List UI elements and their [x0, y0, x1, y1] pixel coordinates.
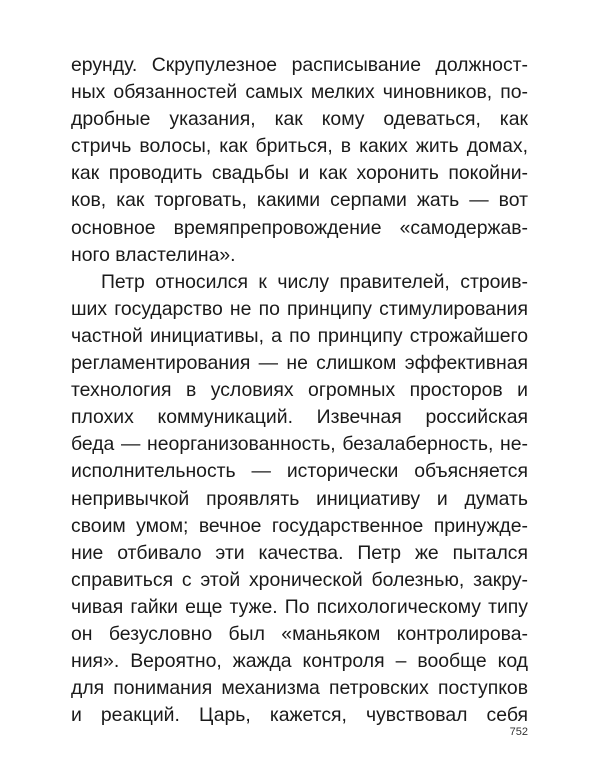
text-line: своим умом; вечное государственное принужде- — [71, 514, 528, 537]
text-line: для понимания механизма петровских поступков — [71, 677, 528, 700]
text-line: и реакций. Царь, кажется, чувствовал себя — [71, 704, 528, 727]
text-line: ков, как торговать, какими серпами жать — вот — [71, 189, 528, 212]
text-line: ного властелина». — [71, 243, 236, 266]
text-line: он безусловно был «маньяком контролирова- — [71, 622, 528, 645]
text-line: ших государство не по принципу стимулирования — [71, 297, 528, 320]
text-line: непривычкой проявлять инициативу и думать — [71, 487, 528, 510]
paragraph-1 — [71, 52, 528, 269]
text-line: как проводить свадьбы и как хоронить покойни- — [71, 162, 528, 185]
text-line: ных обязанностей самых мелких чиновников, по- — [71, 81, 528, 104]
text-line: регламентирования — не слишком эффективная — [71, 352, 528, 375]
text-line: справиться с этой хронической болезнью, закру- — [71, 568, 528, 591]
text-line: основное времяпрепровождение «самодержав- — [71, 216, 528, 239]
text-line: ние отбивало эти качества. Петр же пытался — [71, 541, 528, 564]
text-line: ерунду. Скрупулезное расписывание должност- — [71, 54, 528, 76]
text-line: стричь волосы, как бриться, в каких жить домах, — [71, 135, 528, 158]
text-line: технология в условиях огромных просторов и — [71, 379, 528, 402]
text-line: чивая гайки еще туже. По психологическому типу — [71, 595, 528, 618]
paragraph-2 — [71, 269, 528, 730]
body-text — [71, 52, 528, 729]
text-line: беда — неорганизованность, безалаберность, не- — [71, 433, 528, 456]
page-number: 752 — [509, 726, 528, 738]
text-line: исполнительность — исторически объясняется — [71, 460, 528, 483]
text-line: Петр относился к числу правителей, строив- — [101, 270, 528, 293]
text-line: частной инициативы, а по принципу строжайшего — [71, 324, 528, 347]
text-line: дробные указания, как кому одеваться, как — [71, 108, 528, 131]
text-line: ния». Вероятно, жажда контроля – вообще код — [71, 650, 528, 673]
text-line: плохих коммуникаций. Извечная российская — [71, 406, 528, 429]
